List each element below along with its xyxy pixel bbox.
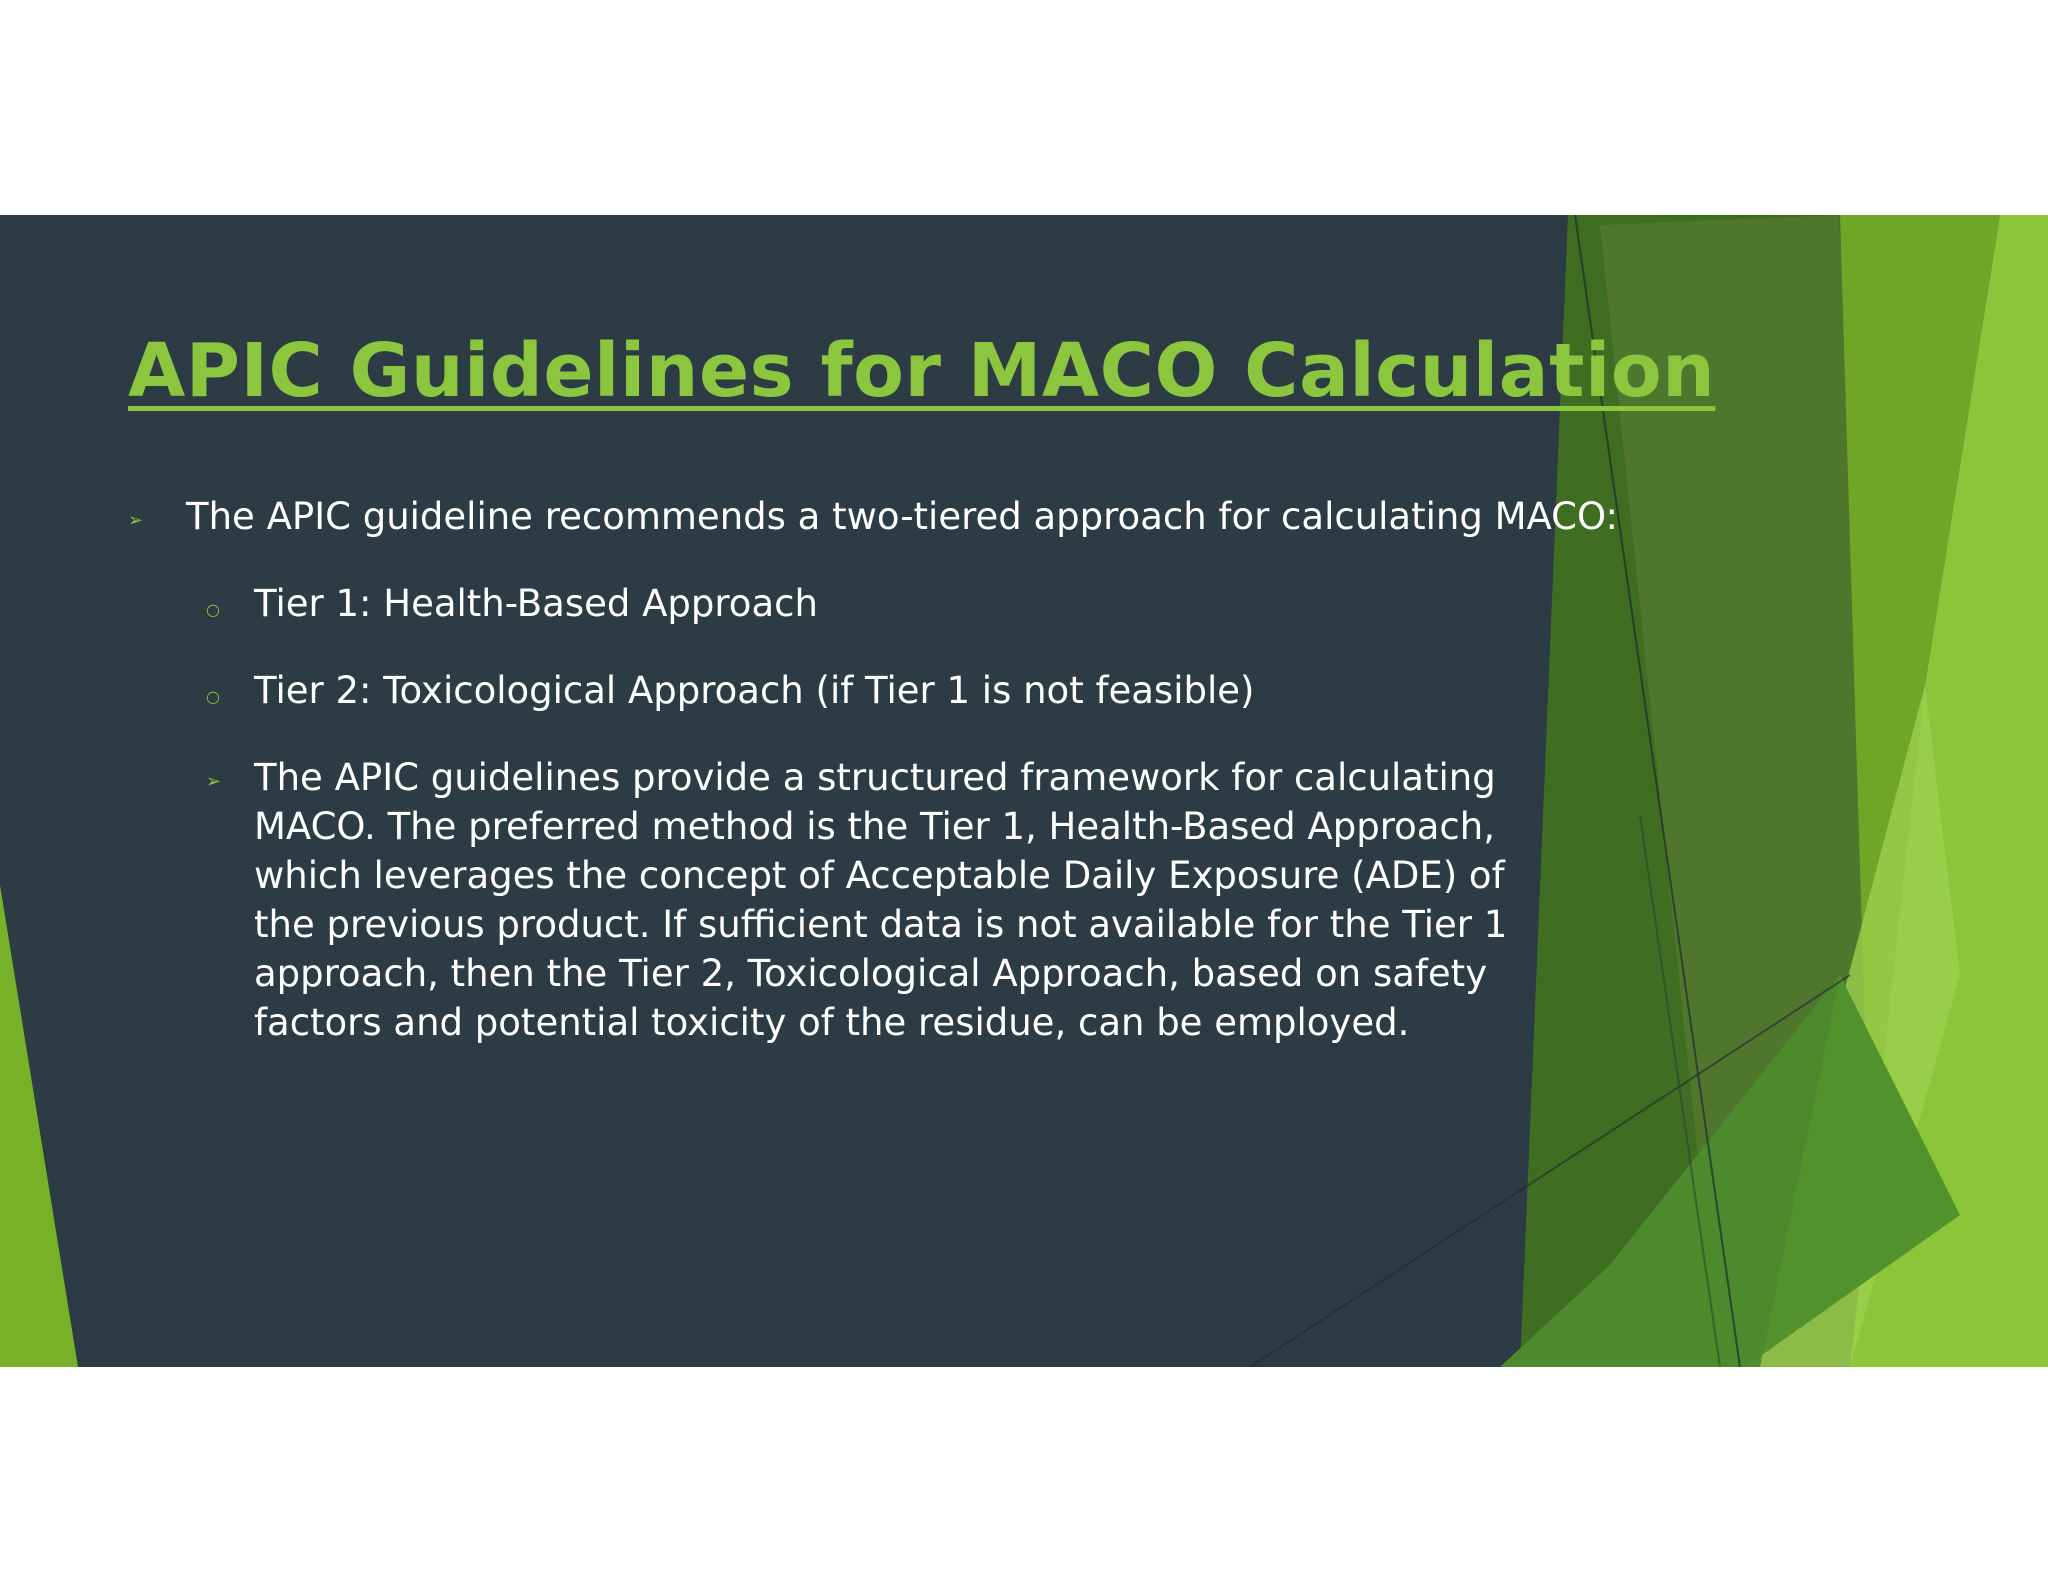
slide-title: APIC Guidelines for MACO Calculation bbox=[128, 328, 1716, 414]
bullet-summary: The APIC guidelines provide a structured framework for calculating MACO. The preferred method is the Tier 1, Health-Based Approach, which leverages the concept of Acceptable Daily Exposure (ADE) of the previous product. If sufficient data is not available for the Tier 1 approach, then the Tier 2, Toxicological Approach, based on safety factors and potential toxicity of the residue, can be employed. bbox=[254, 756, 1508, 1044]
bullet-intro: The APIC guideline recommends a two-tiered approach for calculating MACO: bbox=[186, 495, 1618, 538]
bullet-tier-1: Tier 1: Health-Based Approach bbox=[254, 582, 818, 625]
bullet-tier-2: Tier 2: Toxicological Approach (if Tier 1 is not feasible) bbox=[254, 669, 1255, 712]
arrow-bullet-icon: ➢ bbox=[128, 510, 144, 531]
facet-left-green bbox=[0, 885, 78, 1367]
circle-bullet-icon: ○ bbox=[206, 687, 220, 706]
circle-bullet-icon: ○ bbox=[206, 600, 220, 619]
arrow-bullet-icon: ➢ bbox=[206, 771, 222, 792]
slide bbox=[0, 215, 2048, 1367]
